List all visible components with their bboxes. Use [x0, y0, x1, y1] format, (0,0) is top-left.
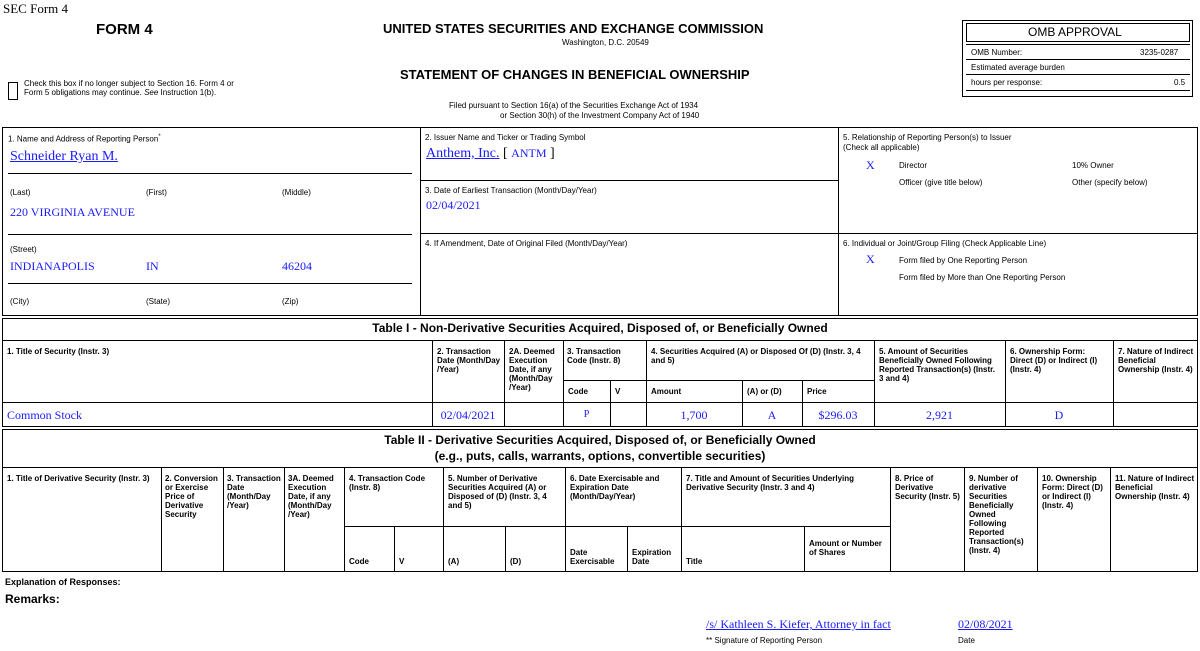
commission-city: Washington, D.C. 20549 [562, 38, 649, 47]
t2-sub-exercisable: Date Exercisable [570, 548, 615, 566]
t2-sub-code: Code [349, 557, 369, 566]
state-value: IN [146, 259, 159, 273]
t1-h2a: 2A. Deemed Execution Date, if any (Month/Day /Year) [509, 347, 555, 392]
divider [1110, 467, 1111, 572]
t1-h5: 5. Amount of Securities Beneficially Owned Following Reported Transaction(s) (Instr. 3 and 4) [879, 347, 996, 383]
divider [610, 380, 611, 427]
omb-divider [966, 59, 1190, 60]
divider [2, 402, 1198, 403]
divider [420, 180, 838, 181]
t1-h3: 3. Transaction Code (Instr. 8) [567, 347, 621, 365]
director-mark: X [866, 158, 875, 172]
signature-date: 02/08/2021 [958, 617, 1013, 631]
other-label: Other (specify below) [1072, 178, 1148, 187]
omb-number-value: 3235-0287 [1140, 48, 1179, 57]
date-label: Date [958, 636, 975, 645]
divider [627, 526, 628, 572]
filed-pursuant-1: Filed pursuant to Section 16(a) of the Securities Exchange Act of 1934 [449, 101, 699, 110]
signature-link[interactable]: /s/ Kathleen S. Kiefer, Attorney in fact [706, 617, 891, 631]
t2-h8: 8. Price of Derivative Security (Instr. 5) [895, 474, 960, 501]
divider [284, 467, 285, 572]
divider [804, 526, 805, 572]
one-person-mark: X [866, 252, 875, 266]
street-label: (Street) [10, 245, 37, 254]
t1-h4: 4. Securities Acquired (A) or Disposed Of (D) (Instr. 3, 4 and 5) [651, 347, 861, 365]
t2-sub-amount: Amount or Number of Shares [809, 539, 882, 557]
earliest-transaction-date: 02/04/2021 [426, 198, 481, 212]
box1-label: 1. Name and Address of Reporting Person* [8, 134, 161, 144]
remarks-label: Remarks: [5, 592, 60, 606]
t2-h7: 7. Title and Amount of Securities Underlying Derivative Security (Instr. 3 and 4) [686, 474, 855, 492]
zip-value: 46204 [282, 259, 312, 273]
box5-label: 5. Relationship of Reporting Person(s) to Issuer [843, 133, 1012, 142]
t2-h5: 5. Number of Derivative Securities Acquired (A) or Disposed of (D) (Instr. 3, 4 and 5) [448, 474, 547, 510]
reporting-info-section [2, 127, 1198, 316]
t2-h3a: 3A. Deemed Execution Date, if any (Month/Day /Year) [288, 474, 334, 519]
divider [223, 467, 224, 572]
omb-divider [966, 74, 1190, 75]
divider [420, 127, 421, 316]
officer-label: Officer (give title below) [899, 178, 983, 187]
omb-hours-value: 0.5 [1174, 78, 1186, 87]
zip-label: (Zip) [282, 297, 299, 306]
t1-sub-v: V [615, 387, 621, 396]
divider [2, 340, 1198, 341]
issuer-name-link[interactable]: Anthem, Inc. [426, 146, 500, 161]
t1-sub-aord: (A) or (D) [747, 387, 782, 396]
t2-sub-v: V [399, 557, 405, 566]
box6-label: 6. Individual or Joint/Group Filing (Check Applicable Line) [843, 239, 1047, 248]
t1-price: $296.03 [818, 408, 858, 422]
divider [565, 467, 566, 572]
divider [344, 526, 890, 527]
omb-divider [966, 90, 1190, 91]
issuer-line [426, 146, 555, 162]
t1-sub-price: Price [807, 387, 827, 396]
more-persons-label: Form filed by More than One Reporting Person [899, 273, 1066, 282]
t2-h2: 2. Conversion or Exercise Price of Derivative Security [165, 474, 218, 519]
divider [890, 467, 891, 572]
table2-subtitle: (e.g., puts, calls, warrants, options, convertible securities) [434, 449, 766, 463]
first-label: (First) [146, 188, 167, 197]
director-label: Director [899, 161, 928, 170]
box5-label-2: (Check all applicable) [843, 143, 920, 152]
omb-number-label: OMB Number: [971, 48, 1023, 57]
divider [420, 233, 838, 234]
name-underline [8, 173, 412, 174]
t2-h4: 4. Transaction Code (Instr. 8) [349, 474, 426, 492]
divider [681, 467, 682, 572]
city-label: (City) [10, 297, 30, 306]
divider [2, 467, 1198, 468]
filed-pursuant-2: or Section 30(h) of the Investment Company Act of 1940 [500, 111, 700, 120]
t1-h7: 7. Nature of Indirect Beneficial Ownership (Instr. 4) [1118, 347, 1194, 374]
divider [161, 467, 162, 572]
box3-label: 3. Date of Earliest Transaction (Month/Day/Year) [425, 186, 597, 195]
ticker-bracket-close: ] [550, 146, 555, 161]
box4-label: 4. If Amendment, Date of Original Filed (Month/Day/Year) [425, 239, 628, 248]
t1-sub-code: Code [568, 387, 588, 396]
state-label: (State) [146, 297, 171, 306]
omb-hours-label: hours per response: [971, 78, 1043, 87]
reporting-person-name-link[interactable]: Schneider Ryan M. [10, 149, 118, 164]
t1-h6: 6. Ownership Form: Direct (D) or Indirect (I) (Instr. 4) [1010, 347, 1098, 374]
omb-title: OMB APPROVAL [1028, 25, 1122, 39]
t2-h1: 1. Title of Derivative Security (Instr. 3) [7, 474, 150, 483]
sec-form-label: SEC Form 4 [3, 1, 69, 16]
ten-pct-owner-label: 10% Owner [1072, 161, 1114, 170]
signature-label: ** Signature of Reporting Person [706, 636, 823, 645]
last-label: (Last) [10, 188, 31, 197]
table2-title: Table II - Derivative Securities Acquired, Disposed of, or Beneficially Owned [384, 433, 816, 447]
form-title: FORM 4 [96, 21, 153, 38]
divider [504, 340, 505, 427]
t2-h3: 3. Transaction Date (Month/Day /Year) [227, 474, 281, 510]
middle-label: (Middle) [282, 188, 311, 197]
t1-h2: 2. Transaction Date (Month/Day /Year) [437, 347, 501, 374]
t1-owned-following: 2,921 [926, 408, 953, 422]
t1-h1: 1. Title of Security (Instr. 3) [7, 347, 110, 356]
divider [964, 467, 965, 572]
t2-h9: 9. Number of derivative Securities Beneficially Owned Following Reported Transaction(s) (Instr. 4) [969, 474, 1024, 555]
omb-burden-label: Estimated average burden [971, 63, 1065, 72]
t2-sub-expiration: Expiration Date [632, 548, 672, 566]
omb-divider [966, 44, 1190, 45]
ticker-symbol: ANTM [511, 146, 547, 160]
t1-security-title: Common Stock [7, 408, 83, 422]
divider [394, 526, 395, 572]
t2-sub-title: Title [686, 557, 703, 566]
t1-transaction-date: 02/04/2021 [440, 408, 496, 422]
t1-code: P [583, 409, 590, 420]
city-value: INDIANAPOLIS [10, 259, 95, 273]
t1-sub-amount: Amount [651, 387, 682, 396]
box2-label: 2. Issuer Name and Ticker or Trading Symbol [425, 133, 586, 142]
t2-h6: 6. Date Exercisable and Expiration Date (Month/Day/Year) [570, 474, 660, 501]
explanation-label: Explanation of Responses: [5, 577, 121, 587]
t1-amount: 1,700 [680, 408, 708, 422]
t2-sub-d: (D) [510, 557, 522, 566]
ticker-bracket-open: [ [502, 146, 508, 161]
t2-h10: 10. Ownership Form: Direct (D) or Indirect (I) (Instr. 4) [1042, 474, 1103, 510]
statement-title: STATEMENT OF CHANGES IN BENEFICIAL OWNERSHIP [400, 67, 750, 82]
t1-aord: A [767, 408, 777, 422]
section16-checkbox[interactable] [8, 82, 18, 100]
table1-title: Table I - Non-Derivative Securities Acquired, Disposed of, or Beneficially Owned [372, 321, 828, 335]
divider [838, 127, 839, 316]
street-value: 220 VIRGINIA AVENUE [10, 205, 135, 219]
city-underline [8, 283, 412, 284]
one-person-label: Form filed by One Reporting Person [899, 256, 1028, 265]
t2-h11: 11. Nature of Indirect Beneficial Ownership (Instr. 4) [1115, 474, 1195, 501]
divider [505, 526, 506, 572]
divider [1037, 467, 1038, 572]
divider [443, 467, 444, 572]
divider [1113, 340, 1114, 427]
street-underline [8, 234, 412, 235]
section16-note: Check this box if no longer subject to Section 16. Form 4 or Form 5 obligations may continue. See Instruction 1(b). [24, 79, 234, 97]
t1-ownership-form: D [1054, 408, 1064, 422]
divider [838, 233, 1198, 234]
commission-title: UNITED STATES SECURITIES AND EXCHANGE COMMISSION [383, 21, 764, 36]
divider [344, 467, 345, 572]
t2-sub-a: (A) [448, 557, 460, 566]
